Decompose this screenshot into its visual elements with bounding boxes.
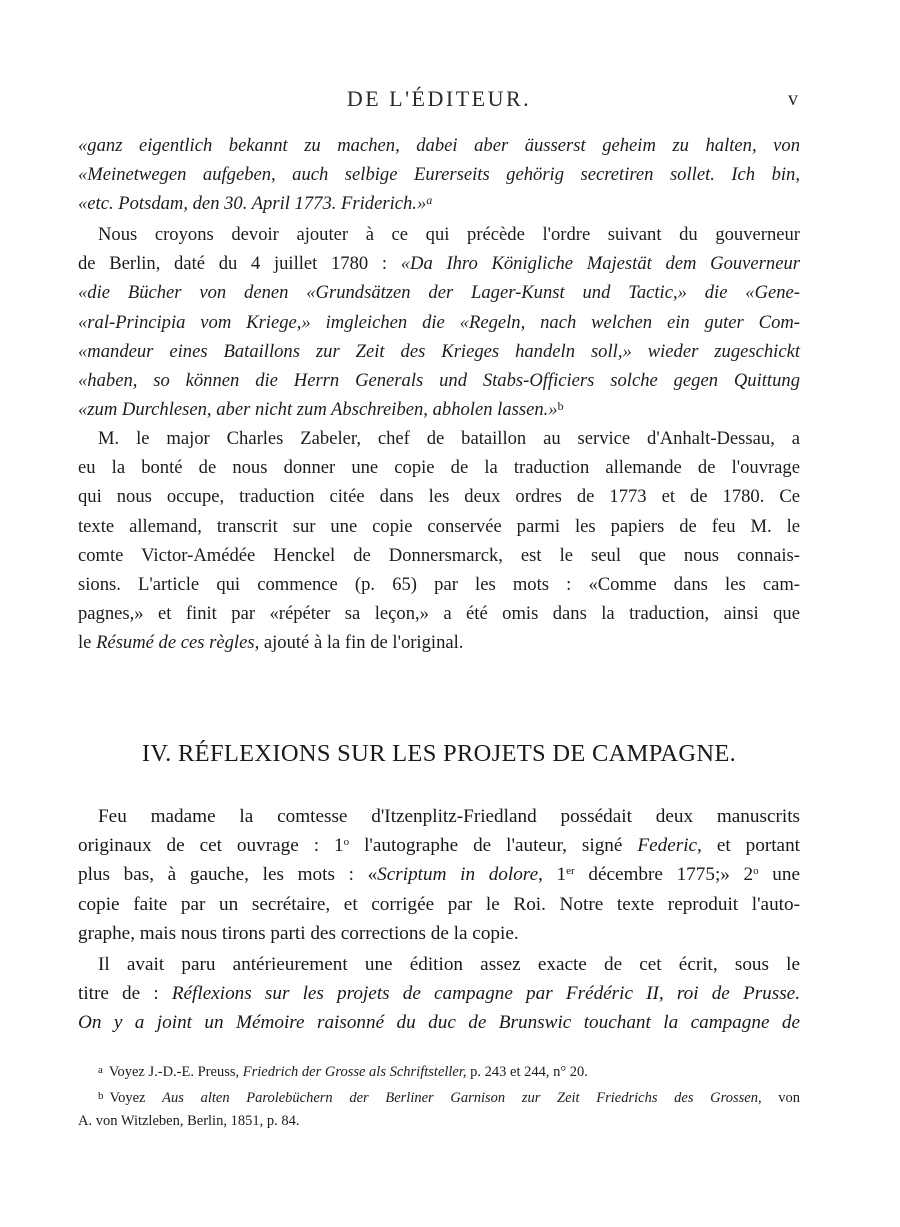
text-line	[78, 249, 800, 278]
footnote-marker: a	[98, 1064, 103, 1076]
italic-span: «Da Ihro Königliche Majestät dem Gouverneur	[400, 253, 800, 275]
text-line	[78, 628, 800, 657]
text-span: graphe, mais nous tirons parti des corrections de la copie.	[78, 922, 519, 944]
text-span: Feu madame la comtesse d'Itzenplitz-Friedland possédait deux manuscrits	[98, 806, 800, 827]
text-span: Voyez J.-D.-E. Preuss,	[108, 1064, 243, 1080]
text-line	[78, 512, 800, 541]
italic-span: On y a joint un Mémoire raisonné du duc de Brunswic touchant la campagne de	[78, 1012, 800, 1034]
text-line	[78, 308, 800, 337]
text-line	[78, 395, 800, 424]
text-line	[78, 950, 800, 979]
intro-quote	[78, 131, 800, 219]
paragraph-governor-order	[78, 220, 800, 424]
text-span: plus bas, à gauche, les mots : «	[78, 864, 378, 886]
text-span: «etc. Potsdam, den 30. April 1773. Friderich.»	[78, 193, 427, 215]
text-span: et portant	[701, 835, 800, 857]
italic-span: Résumé de ces règles,	[96, 632, 260, 654]
italic-span: «mandeur eines Bataillons zur Zeit des Krieges handeln soll,» wieder zugeschickt	[78, 340, 800, 362]
text-line	[78, 424, 800, 453]
text-span: p. 243 et 244, n° 20.	[466, 1064, 588, 1080]
footnote-marker: b	[98, 1089, 104, 1102]
text-span: le	[78, 632, 97, 654]
text-line	[78, 131, 800, 160]
page-number: v	[788, 88, 798, 110]
italic-span: «haben, so können die Herrn Generals und Stabs-Officiers solche gegen Quittung	[78, 369, 800, 391]
italic-span: Aus alten Parolebüchern der Berliner Garnison zur Zeit Friedrichs des Grossen,	[162, 1089, 762, 1106]
text-span: texte allemand, transcrit sur une copie conservée parmi les papiers de feu M. le	[78, 515, 800, 537]
text-line	[78, 366, 800, 395]
running-head-title: DE L'ÉDITEUR.	[346, 86, 532, 111]
paragraph-zabeler	[78, 424, 800, 658]
section-heading: IV. RÉFLEXIONS SUR LES PROJETS DE CAMPAGNE.	[141, 740, 737, 767]
text-span: originaux de cet ouvrage : 1	[78, 835, 344, 857]
text-line	[78, 453, 800, 482]
text-span: «Meinetwegen aufgeben, auch selbige Eurerseits gehörig secretiren sollet. Ich bin,	[78, 164, 800, 186]
text-line	[78, 482, 800, 511]
superscript: er	[566, 865, 575, 878]
paragraph-manuscripts	[78, 802, 800, 948]
footnote-ref-a: a	[426, 193, 433, 208]
text-span: l'autographe de l'auteur, signé	[349, 835, 638, 857]
text-line	[78, 278, 800, 307]
paragraph-earlier-edition	[78, 950, 800, 1038]
italic-span: «die Bücher von denen «Grundsätzen der Lager-Kunst und Tactic,» die «Gene-	[78, 282, 800, 304]
superscript: o	[753, 865, 759, 878]
italic-span: Friedrich der Grosse als Schriftsteller,	[242, 1064, 467, 1080]
text-span: comte Victor-Amédée Henckel de Donnersmarck, est le seul que nous connais-	[78, 544, 800, 566]
footnote-b	[78, 1084, 800, 1110]
text-span: une	[758, 864, 801, 886]
text-span: copie faite par un secrétaire, et corrigée par le Roi. Notre texte reproduit l'auto-	[78, 893, 800, 915]
text-span: sions. L'article qui commence (p. 65) par les mots : «Comme dans les cam-	[78, 573, 800, 595]
footnote-a	[78, 1058, 800, 1084]
text-span: eu la bonté de nous donner une copie de la traduction allemande de l'ouvrage	[78, 457, 800, 479]
footnote-b-continuation	[78, 1109, 800, 1135]
text-line	[78, 890, 800, 919]
running-head	[78, 86, 800, 120]
footnote-ref-b: b	[557, 399, 564, 414]
text-span: Il avait paru antérieurement une édition assez exacte de cet écrit, sous le	[98, 954, 800, 975]
text-line	[78, 189, 800, 218]
text-span: , 1	[538, 864, 567, 886]
text-span: pagnes,» et finit par «répéter sa leçon,» a été omis dans la traduction, ainsi que	[78, 603, 800, 625]
text-line	[78, 541, 800, 570]
text-line	[78, 919, 800, 948]
italic-span: Scriptum in dolore	[377, 864, 539, 886]
text-line	[78, 570, 800, 599]
text-line	[78, 160, 800, 189]
text-span: «ganz eigentlich bekannt zu machen, dabei aber äusserst geheim zu halten, von	[78, 135, 800, 156]
footnotes	[78, 1058, 800, 1135]
text-line	[78, 599, 800, 628]
italic-span: «zum Durchlesen, aber nicht zum Abschreiben, abholen lassen.»	[78, 399, 558, 421]
text-span: Voyez	[109, 1089, 163, 1106]
text-span: décembre 1775;» 2	[574, 864, 754, 886]
text-line	[78, 831, 800, 860]
text-span: de Berlin, daté du 4 juillet 1780 :	[78, 253, 401, 275]
text-line	[78, 337, 800, 366]
text-span: titre de :	[78, 983, 172, 1005]
text-span: A. von Witzleben, Berlin, 1851, p. 84.	[78, 1113, 300, 1129]
text-span: von	[761, 1089, 801, 1106]
text-span: qui nous occupe, traduction citée dans les deux ordres de 1773 et de 1780. Ce	[78, 486, 800, 508]
text-line	[78, 220, 800, 249]
text-line	[78, 979, 800, 1008]
text-span: Nous croyons devoir ajouter à ce qui précède l'ordre suivant du gouverneur	[98, 224, 800, 245]
text-line	[78, 1008, 800, 1037]
italic-span: Federic,	[637, 835, 702, 857]
superscript: o	[343, 836, 350, 849]
text-span: M. le major Charles Zabeler, chef de bataillon au service d'Anhalt-Dessau, a	[98, 428, 800, 449]
text-line	[78, 860, 800, 889]
italic-span: Réflexions sur les projets de campagne par Frédéric II, roi de Prusse.	[171, 983, 800, 1005]
text-line	[78, 802, 800, 831]
italic-span: «ral-Principia vom Kriege,» imgleichen die «Regeln, nach welchen ein guter Com-	[78, 311, 800, 333]
text-span: ajouté à la fin de l'original.	[259, 632, 464, 654]
